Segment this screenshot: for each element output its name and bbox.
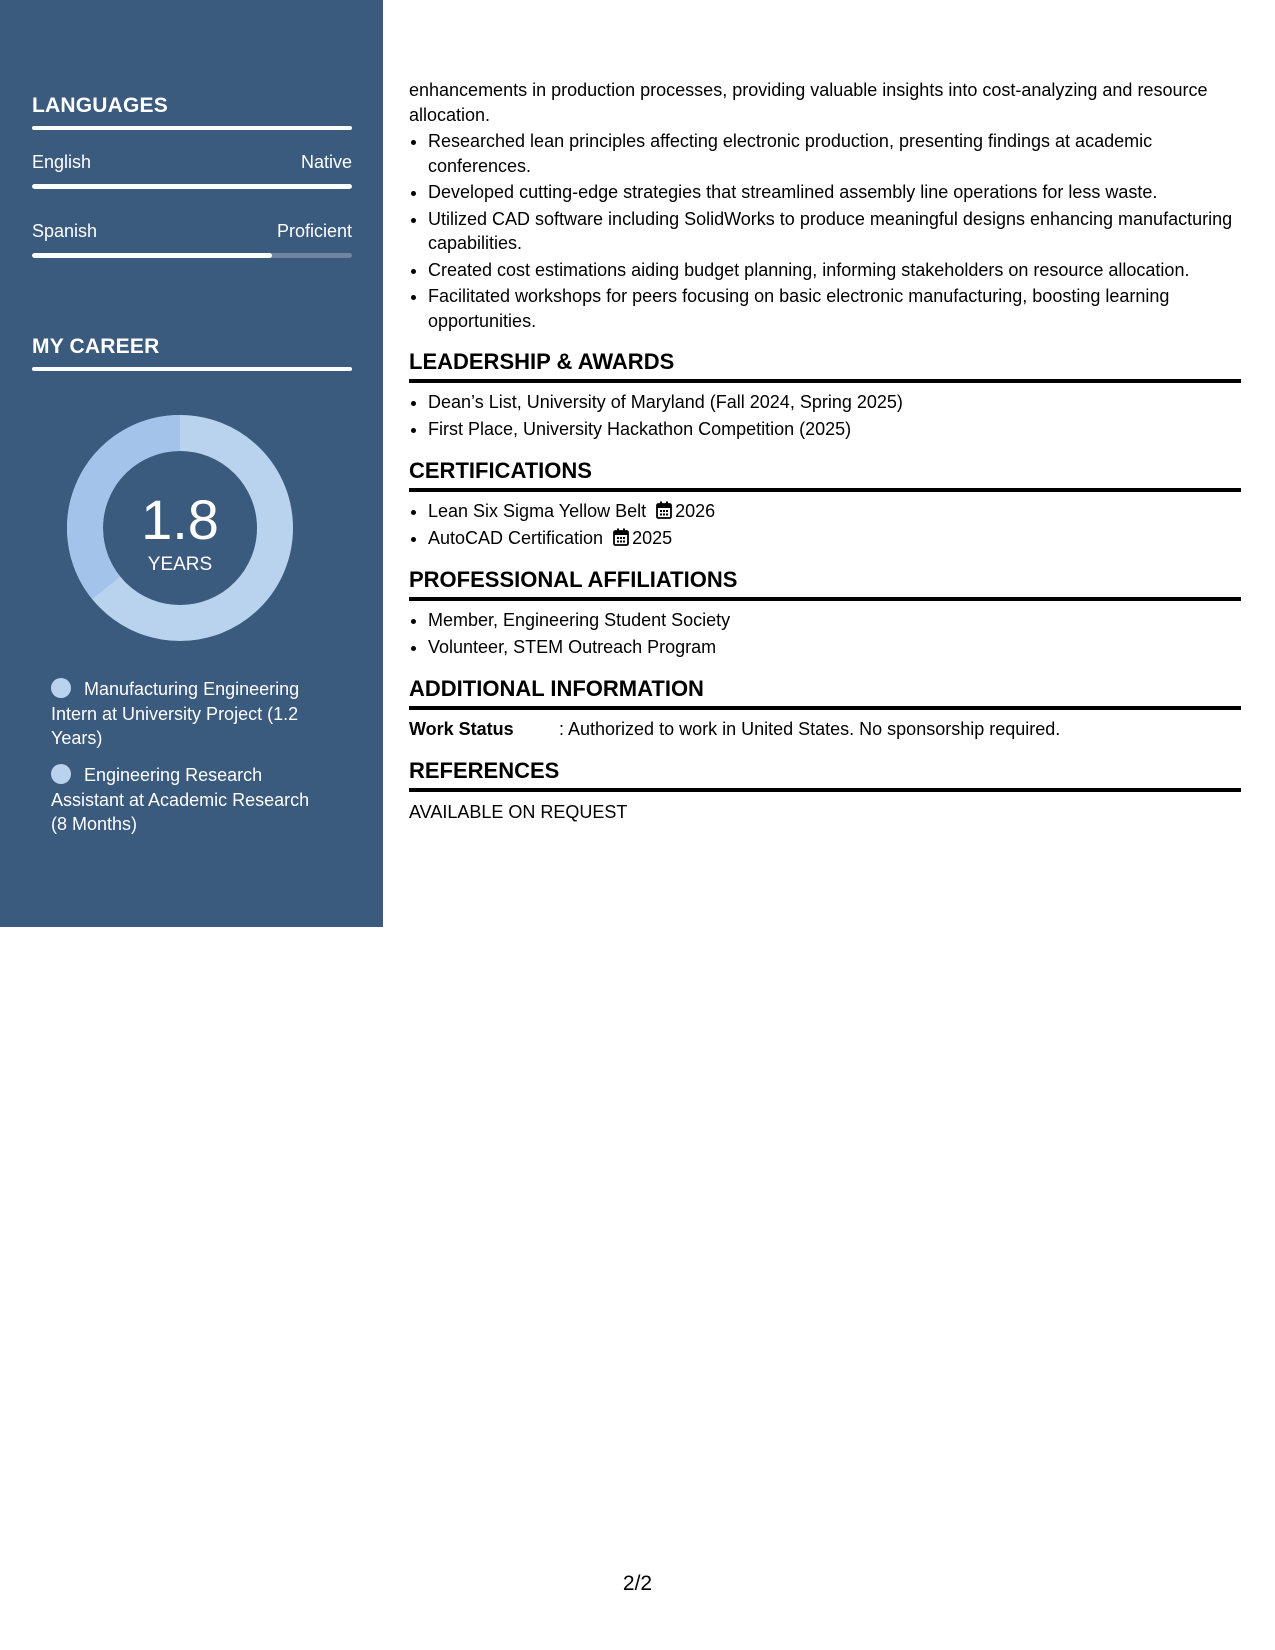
career-total-unit: YEARS	[147, 554, 213, 575]
list-item: • First Place, University Hackathon Competition (2025)	[428, 417, 1241, 442]
language-bar-spanish	[32, 253, 352, 258]
calendar-icon	[656, 501, 672, 519]
section-rule	[409, 788, 1241, 792]
list-item: • Created cost estimations aiding budget planning, informing stakeholders on resource allocation.	[428, 258, 1241, 283]
leadership-list	[409, 390, 1241, 441]
list-item: • Developed cutting-edge strategies that streamlined assembly line operations for less waste.	[428, 180, 1241, 205]
career-legend-item	[51, 677, 326, 751]
certifications-list	[409, 499, 1241, 550]
work-status-label: Work Status	[409, 719, 514, 739]
affiliations-section	[409, 567, 1241, 659]
work-status-row	[409, 717, 1241, 741]
certification-name: Lean Six Sigma Yellow Belt	[428, 501, 647, 521]
career-legend-label: Manufacturing Engineering Intern at University Project (1.2 Years)	[51, 679, 300, 748]
language-bar-fill	[32, 184, 352, 189]
list-item: • Utilized CAD software including SolidWorks to produce meaningful designs enhancing manufacturing capabilities.	[428, 207, 1241, 256]
list-item: • Researched lean principles affecting electronic production, presenting findings at academic conferences.	[428, 129, 1241, 178]
language-bar-fill	[32, 253, 272, 258]
certifications-section	[409, 458, 1241, 550]
career-legend-item	[51, 763, 326, 837]
section-rule	[409, 488, 1241, 492]
page-number: 2/2	[622, 1572, 653, 1595]
section-rule	[409, 597, 1241, 601]
section-rule	[409, 379, 1241, 383]
main-content	[409, 78, 1241, 823]
list-item: • Member, Engineering Student Society	[428, 608, 1241, 633]
list-item	[428, 499, 1241, 524]
calendar-icon	[613, 528, 629, 546]
experience-bullet-list	[409, 129, 1241, 333]
languages-heading-rule	[32, 126, 352, 130]
language-level: Native	[300, 152, 352, 172]
additional-info-section	[409, 676, 1241, 741]
experience-continuation: enhancements in production processes, providing valuable insights into cost-analyzing and resource allocation.	[409, 80, 1208, 125]
section-title: LEADERSHIP & AWARDS	[409, 349, 675, 374]
references-section	[409, 758, 1241, 823]
languages-heading: LANGUAGES	[32, 94, 168, 117]
career-legend-label: Engineering Research Assistant at Academic Research (8 Months)	[51, 765, 310, 834]
affiliations-list	[409, 608, 1241, 659]
sidebar	[0, 0, 383, 927]
certification-name: AutoCAD Certification	[428, 527, 604, 548]
list-item: • Dean’s List, University of Maryland (Fall 2024, Spring 2025)	[428, 390, 1241, 415]
legend-dot	[51, 678, 71, 698]
work-status-value: : Authorized to work in United States. No sponsorship required.	[559, 719, 1061, 739]
language-row-spanish	[32, 221, 352, 242]
language-bar-english	[32, 184, 352, 189]
legend-dot	[51, 764, 71, 784]
list-item	[428, 526, 1241, 551]
references-text: AVAILABLE ON REQUEST	[409, 802, 628, 822]
language-row-english	[32, 152, 352, 173]
list-item: • Facilitated workshops for peers focusing on basic electronic manufacturing, boosting learning opportunities.	[428, 284, 1241, 333]
certification-year: 2025	[632, 527, 673, 548]
language-name: Spanish	[32, 221, 98, 241]
section-title: ADDITIONAL INFORMATION	[409, 676, 704, 701]
career-heading: MY CAREER	[32, 335, 160, 358]
list-item: • Volunteer, STEM Outreach Program	[428, 635, 1241, 660]
section-title: CERTIFICATIONS	[409, 458, 592, 483]
section-title: PROFESSIONAL AFFILIATIONS	[409, 567, 738, 592]
leadership-section	[409, 349, 1241, 441]
certification-year: 2026	[675, 501, 716, 521]
section-rule	[409, 706, 1241, 710]
career-total-value: 1.8	[141, 488, 219, 551]
career-donut-chart	[67, 415, 293, 641]
career-heading-rule	[32, 367, 352, 371]
section-title: REFERENCES	[409, 758, 560, 783]
language-name: English	[32, 152, 92, 172]
language-level: Proficient	[276, 221, 352, 241]
